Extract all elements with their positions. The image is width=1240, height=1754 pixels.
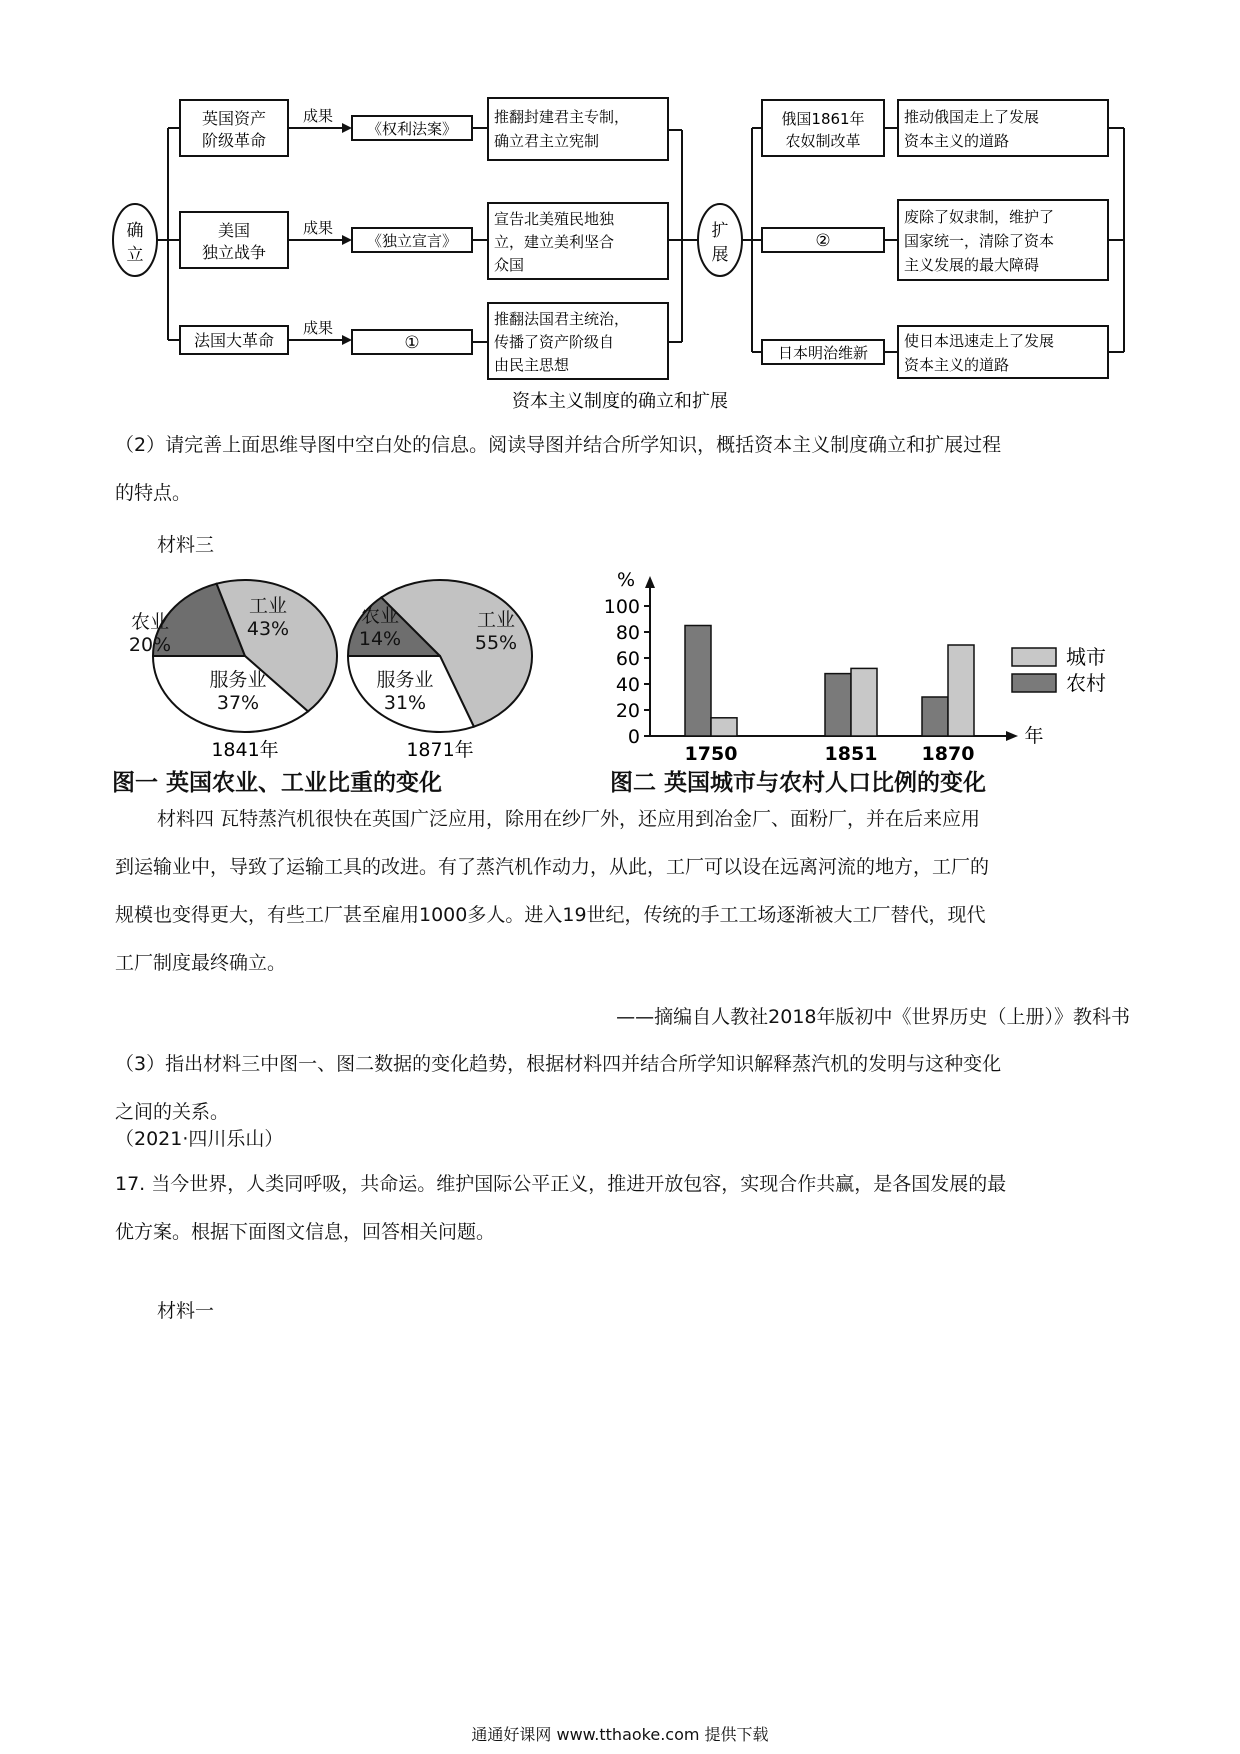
material-4-source: ——摘编自人教社2018年版初中《世界历史（上册）》教科书 xyxy=(616,1006,1130,1028)
arrow-label-1: 成果 xyxy=(302,107,334,125)
bar-chart xyxy=(590,560,1130,760)
pie-label-服务业: 服务业 xyxy=(376,669,434,691)
center-left-char2: 立 xyxy=(126,245,144,265)
effect-1-line1: 推翻封建君主专制， xyxy=(494,108,630,126)
pie-value-农业: 14% xyxy=(358,628,402,650)
y-tick-label-60: 60 xyxy=(615,648,640,670)
mindmap-caption: 资本主义制度的确立和扩展 xyxy=(512,391,728,412)
effect-2-line3: 众国 xyxy=(494,256,525,274)
legend-swatch-农村 xyxy=(1012,674,1056,692)
y-tick-label-0: 0 xyxy=(627,726,640,748)
center-right-char2: 展 xyxy=(711,245,729,265)
pie-chart-1871 xyxy=(348,580,532,732)
question-17-line2: 优方案。根据下面图文信息，回答相关问题。 xyxy=(115,1221,496,1243)
pie-label-工业: 工业 xyxy=(248,595,288,617)
chart-1-caption: 图一 英国农业、工业比重的变化 xyxy=(112,770,443,796)
right-effect-1-line1: 推动俄国走上了发展 xyxy=(904,108,1040,126)
center-left-char1: 确 xyxy=(126,221,144,241)
right-effect-2-line2: 国家统一，清除了资本 xyxy=(904,232,1055,250)
question-2-line1: （2）请完善上面思维导图中空白处的信息。阅读导图并结合所学知识，概括资本主义制度确立和扩展过程 xyxy=(115,434,1002,456)
x-axis-arrow xyxy=(1006,731,1018,741)
question-3-line2: 之间的关系。 xyxy=(115,1101,230,1123)
pie-1871-year: 1871年 xyxy=(406,739,474,760)
material-4-line3: 规模也变得更大，有些工厂甚至雇用1000多人。进入19世纪，传统的手工工场逐渐被大工厂替代，现代 xyxy=(115,904,986,926)
y-tick-label-100: 100 xyxy=(603,596,640,618)
question-17-line1: 17. 当今世界，人类同呼吸，共命运。维护国际公平正义，推进开放包容，实现合作共赢，是各国发展的最 xyxy=(115,1173,1007,1195)
bar-城市-1851 xyxy=(851,668,877,736)
effect-3-line1: 推翻法国君主统治， xyxy=(494,310,630,328)
pie-value-农业: 20% xyxy=(128,634,172,656)
y-tick-label-20: 20 xyxy=(615,700,640,722)
center-right-char1: 扩 xyxy=(711,221,729,241)
question-17 xyxy=(115,1160,1130,1256)
question-3 xyxy=(115,1040,1130,1136)
bar-城市-1870 xyxy=(948,645,974,736)
left-event-3-line1: 法国大革命 xyxy=(193,331,275,350)
y-axis-label: % xyxy=(616,569,636,591)
right-effect-3-line1: 使日本迅速走上了发展 xyxy=(904,332,1055,350)
x-tick-label-1870: 1870 xyxy=(921,743,975,760)
right-event-3-line1: 日本明治维新 xyxy=(777,344,869,362)
pie-label-工业: 工业 xyxy=(476,609,516,631)
pie-label-农业: 农业 xyxy=(360,605,400,627)
y-tick-label-40: 40 xyxy=(615,674,640,696)
material-3-label: 材料三 xyxy=(157,534,215,556)
result-1: 《权利法案》 xyxy=(366,120,458,138)
effect-3-line2: 传播了资产阶级自 xyxy=(494,333,615,351)
pie-chart-1841 xyxy=(129,580,337,732)
mindmap xyxy=(0,0,1240,420)
right-effect-1-line2: 资本主义的道路 xyxy=(904,132,1010,150)
left-event-1-line1: 英国资产 xyxy=(201,109,267,128)
effect-2-line1: 宣告北美殖民地独 xyxy=(494,210,615,228)
right-effect-3-line2: 资本主义的道路 xyxy=(904,356,1010,374)
material-4-line1: 材料四 瓦特蒸汽机很快在英国广泛应用，除用在纱厂外，还应用到冶金厂、面粉厂，并在后来应用 xyxy=(157,808,981,830)
question-2-line2: 的特点。 xyxy=(115,482,192,504)
effect-3-line3: 由民主思想 xyxy=(494,356,570,374)
pie-charts xyxy=(110,560,570,760)
pie-label-农业: 农业 xyxy=(130,611,170,633)
legend-swatch-城市 xyxy=(1012,648,1056,666)
arrow-label-2: 成果 xyxy=(302,219,334,237)
question-2 xyxy=(115,421,1130,517)
legend-label-城市: 城市 xyxy=(1066,645,1106,669)
right-event-2-blank: ② xyxy=(815,231,831,251)
arrow-label-3: 成果 xyxy=(302,319,334,337)
pie-1841-year: 1841年 xyxy=(211,739,279,760)
pie-value-服务业: 37% xyxy=(216,692,260,714)
legend-label-农村: 农村 xyxy=(1066,671,1106,695)
pie-value-服务业: 31% xyxy=(383,692,427,714)
bar-农村-1870 xyxy=(922,697,948,736)
bar-农村-1750 xyxy=(685,626,711,737)
pie-value-工业: 43% xyxy=(246,618,290,640)
effect-2-line2: 立，建立美利坚合 xyxy=(494,233,615,251)
material-4-line2: 到运输业中，导致了运输工具的改进。有了蒸汽机作动力，从此，工厂可以设在远离河流的地方，工厂的 xyxy=(115,856,990,878)
material-4-line4: 工厂制度最终确立。 xyxy=(115,952,287,974)
left-event-2-line1: 美国 xyxy=(217,221,251,240)
bar-chart-plot xyxy=(604,569,1106,760)
bar-城市-1750 xyxy=(711,718,737,736)
material-4 xyxy=(115,795,1130,987)
page-footer: 通通好课网 www.tthaoke.com 提供下载 xyxy=(471,1725,769,1744)
left-event-2-line2: 独立战争 xyxy=(201,243,267,262)
pie-label-服务业: 服务业 xyxy=(209,669,267,691)
right-event-1-line2: 农奴制改革 xyxy=(785,132,861,150)
material-1-label: 材料一 xyxy=(157,1300,215,1322)
x-tick-label-1851: 1851 xyxy=(824,743,878,760)
right-effect-2-line1: 废除了奴隶制，维护了 xyxy=(904,208,1055,226)
chart-2-caption: 图二 英国城市与农村人口比例的变化 xyxy=(610,770,987,796)
y-tick-label-80: 80 xyxy=(615,622,640,644)
right-effect-2-line3: 主义发展的最大障碍 xyxy=(904,256,1040,274)
left-event-1-line2: 阶级革命 xyxy=(201,131,267,150)
y-axis-arrow xyxy=(645,576,655,588)
x-axis-label: 年 xyxy=(1024,725,1044,747)
right-event-1-line1: 俄国1861年 xyxy=(781,110,865,128)
result-3-blank: ① xyxy=(404,333,420,353)
question-3-line1: （3）指出材料三中图一、图二数据的变化趋势，根据材料四并结合所学知识解释蒸汽机的发明与这种变化 xyxy=(115,1053,1002,1075)
bar-农村-1851 xyxy=(825,674,851,736)
effect-1-line2: 确立君主立宪制 xyxy=(494,132,600,150)
result-2: 《独立宣言》 xyxy=(366,232,458,250)
pie-value-工业: 55% xyxy=(474,632,518,654)
x-tick-label-1750: 1750 xyxy=(684,743,738,760)
exam-source: （2021·四川乐山） xyxy=(115,1128,284,1150)
